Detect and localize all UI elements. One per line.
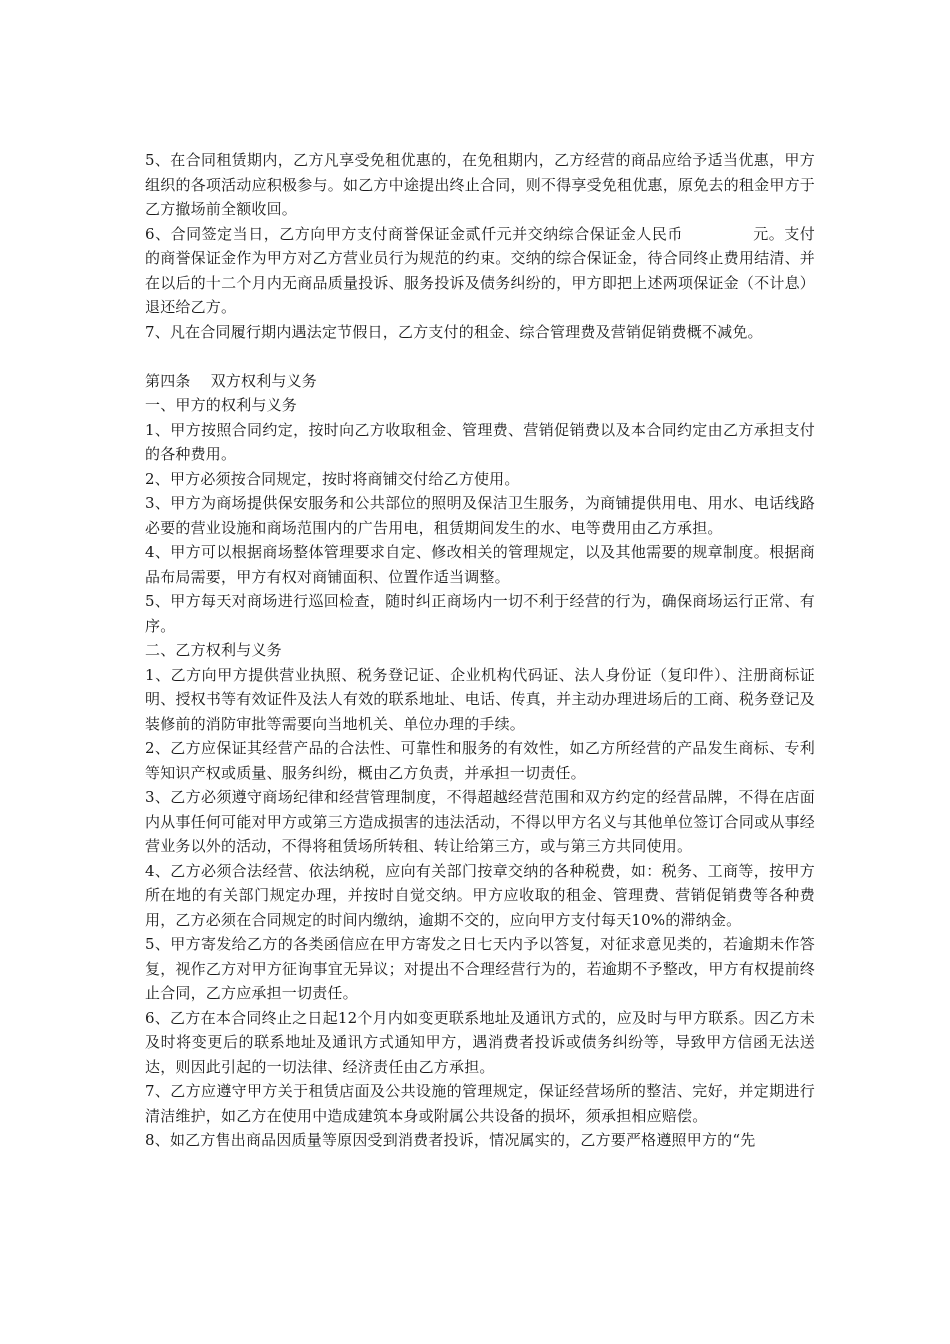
partyA-item-4: 4、甲方可以根据商场整体管理要求自定、修改相关的管理规定，以及其他需要的规章制度。根据商品布局需要，甲方有权对商铺面积、位置作适当调整。 [145,543,815,586]
clause3-item7: 7、凡在合同履行期内遇法定节假日，乙方支付的租金、综合管理费及营销促销费概不减免。 [145,322,763,341]
clause3-item6 [145,222,815,320]
partyA-item-3: 3、甲方为商场提供保安服务和公共部位的照明及保洁卫生服务，为商铺提供用电、用水、电话线路必要的营业设施和商场范围内的广告用电，租赁期间发生的水、电等费用由乙方承担。 [145,494,815,537]
partyB-item-1: 1、乙方向甲方提供营业执照、税务登记证、企业机构代码证、法人身份证（复印件）、注册商标证明、授权书等有效证件及法人有效的联系地址、电话、传真，并主动办理进场后的工商、税务登记及装修前的消防审批等需要向当地机关、单位办理的手续。 [145,665,815,733]
partyB-item-2: 2、乙方应保证其经营产品的合法性、可靠性和服务的有效性，如乙方所经营的产品发生商标、专利等知识产权或质量、服务纠纷，概由乙方负责，并承担一切责任。 [145,739,815,782]
partyA-item-2: 2、甲方必须按合同规定，按时将商铺交付给乙方使用。 [145,469,520,488]
partyA-item-1: 1、甲方按照合同约定，按时向乙方收取租金、管理费、营销促销费以及本合同约定由乙方承担支付的各种费用。 [145,420,815,463]
document-body [145,148,815,1153]
partyA-item-5: 5、甲方每天对商场进行巡回检查，随时纠正商场内一切不利于经营的行为，确保商场运行正常、有序。 [145,592,815,635]
clause3-item6-part1: 6、合同签定当日，乙方向甲方支付商誉保证金贰仟元并交纳综合保证金人民币 [145,224,683,243]
article4-title [145,369,815,394]
partyB-item-7: 7、乙方应遵守甲方关于租赁店面及公共设施的管理规定，保证经营场所的整洁、完好，并定期进行清洁维护，如乙方在使用中造成建筑本身或附属公共设备的损坏，须承担相应赔偿。 [145,1082,815,1125]
clause3-item6-part2: 元。支付的商誉保证金作为甲方对乙方营业员行为规范的约束。交纳的综合保证金，待合同终止费用结清、并在以后的十二个月内无商品质量投诉、服务投诉及债务纠纷的，甲方即把上述两项保证金（不计息）退还给乙方。 [145,224,815,316]
partyA-heading: 一、甲方的权利与义务 [145,396,298,414]
partyB-item-6: 6、乙方在本合同终止之日起12个月内如变更联系地址及通讯方式的，应及时与甲方联系。因乙方未及时将变更后的联系地址及通讯方式通知甲方，遇消费者投诉或债务纠纷等，导致甲方信函无法送达，则因此引起的一切法律、经济责任由乙方承担。 [145,1008,815,1076]
partyB-item-3: 3、乙方必须遵守商场纪律和经营管理制度，不得超越经营范围和双方约定的经营品牌，不得在店面内从事任何可能对甲方或第三方造成损害的违法活动，不得以甲方名义与其他单位签订合同或从事经营业务以外的活动，不得将租赁场所转租、转让给第三方，或与第三方共同使用。 [145,788,815,855]
article4-number: 第四条 [145,371,191,390]
partyB-item-5: 5、甲方寄发给乙方的各类函信应在甲方寄发之日七天内予以答复，对征求意见类的，若逾期未作答复，视作乙方对甲方征询事宜无异议；对提出不合理经营行为的，若逾期不予整改，甲方有权提前终止合同，乙方应承担一切责任。 [145,935,815,1002]
partyB-item-8: 8、如乙方售出商品因质量等原因受到消费者投诉，情况属实的，乙方要严格遵照甲方的“先 [145,1131,756,1149]
partyB-heading: 二、乙方权利与义务 [145,641,282,659]
article4-title-text: 双方权利与义务 [210,371,318,390]
section-spacer [145,344,815,369]
clause3-item5: 5、在合同租赁期内，乙方凡享受免租优惠的，在免租期内，乙方经营的商品应给予适当优惠，甲方组织的各项活动应积极参与。如乙方中途提出终止合同，则不得享受免租优惠，原免去的租金甲方于乙方撤场前全额收回。 [145,151,815,218]
partyB-item-4: 4、乙方必须合法经营、依法纳税，应向有关部门按章交纳的各种税费，如：税务、工商等，按甲方所在地的有关部门规定办理，并按时自觉交纳。甲方应收取的租金、管理费、营销促销费等各种费用，乙方必须在合同规定的时间内缴纳，逾期不交的，应向甲方支付每天10%的滞纳金。 [145,861,815,929]
